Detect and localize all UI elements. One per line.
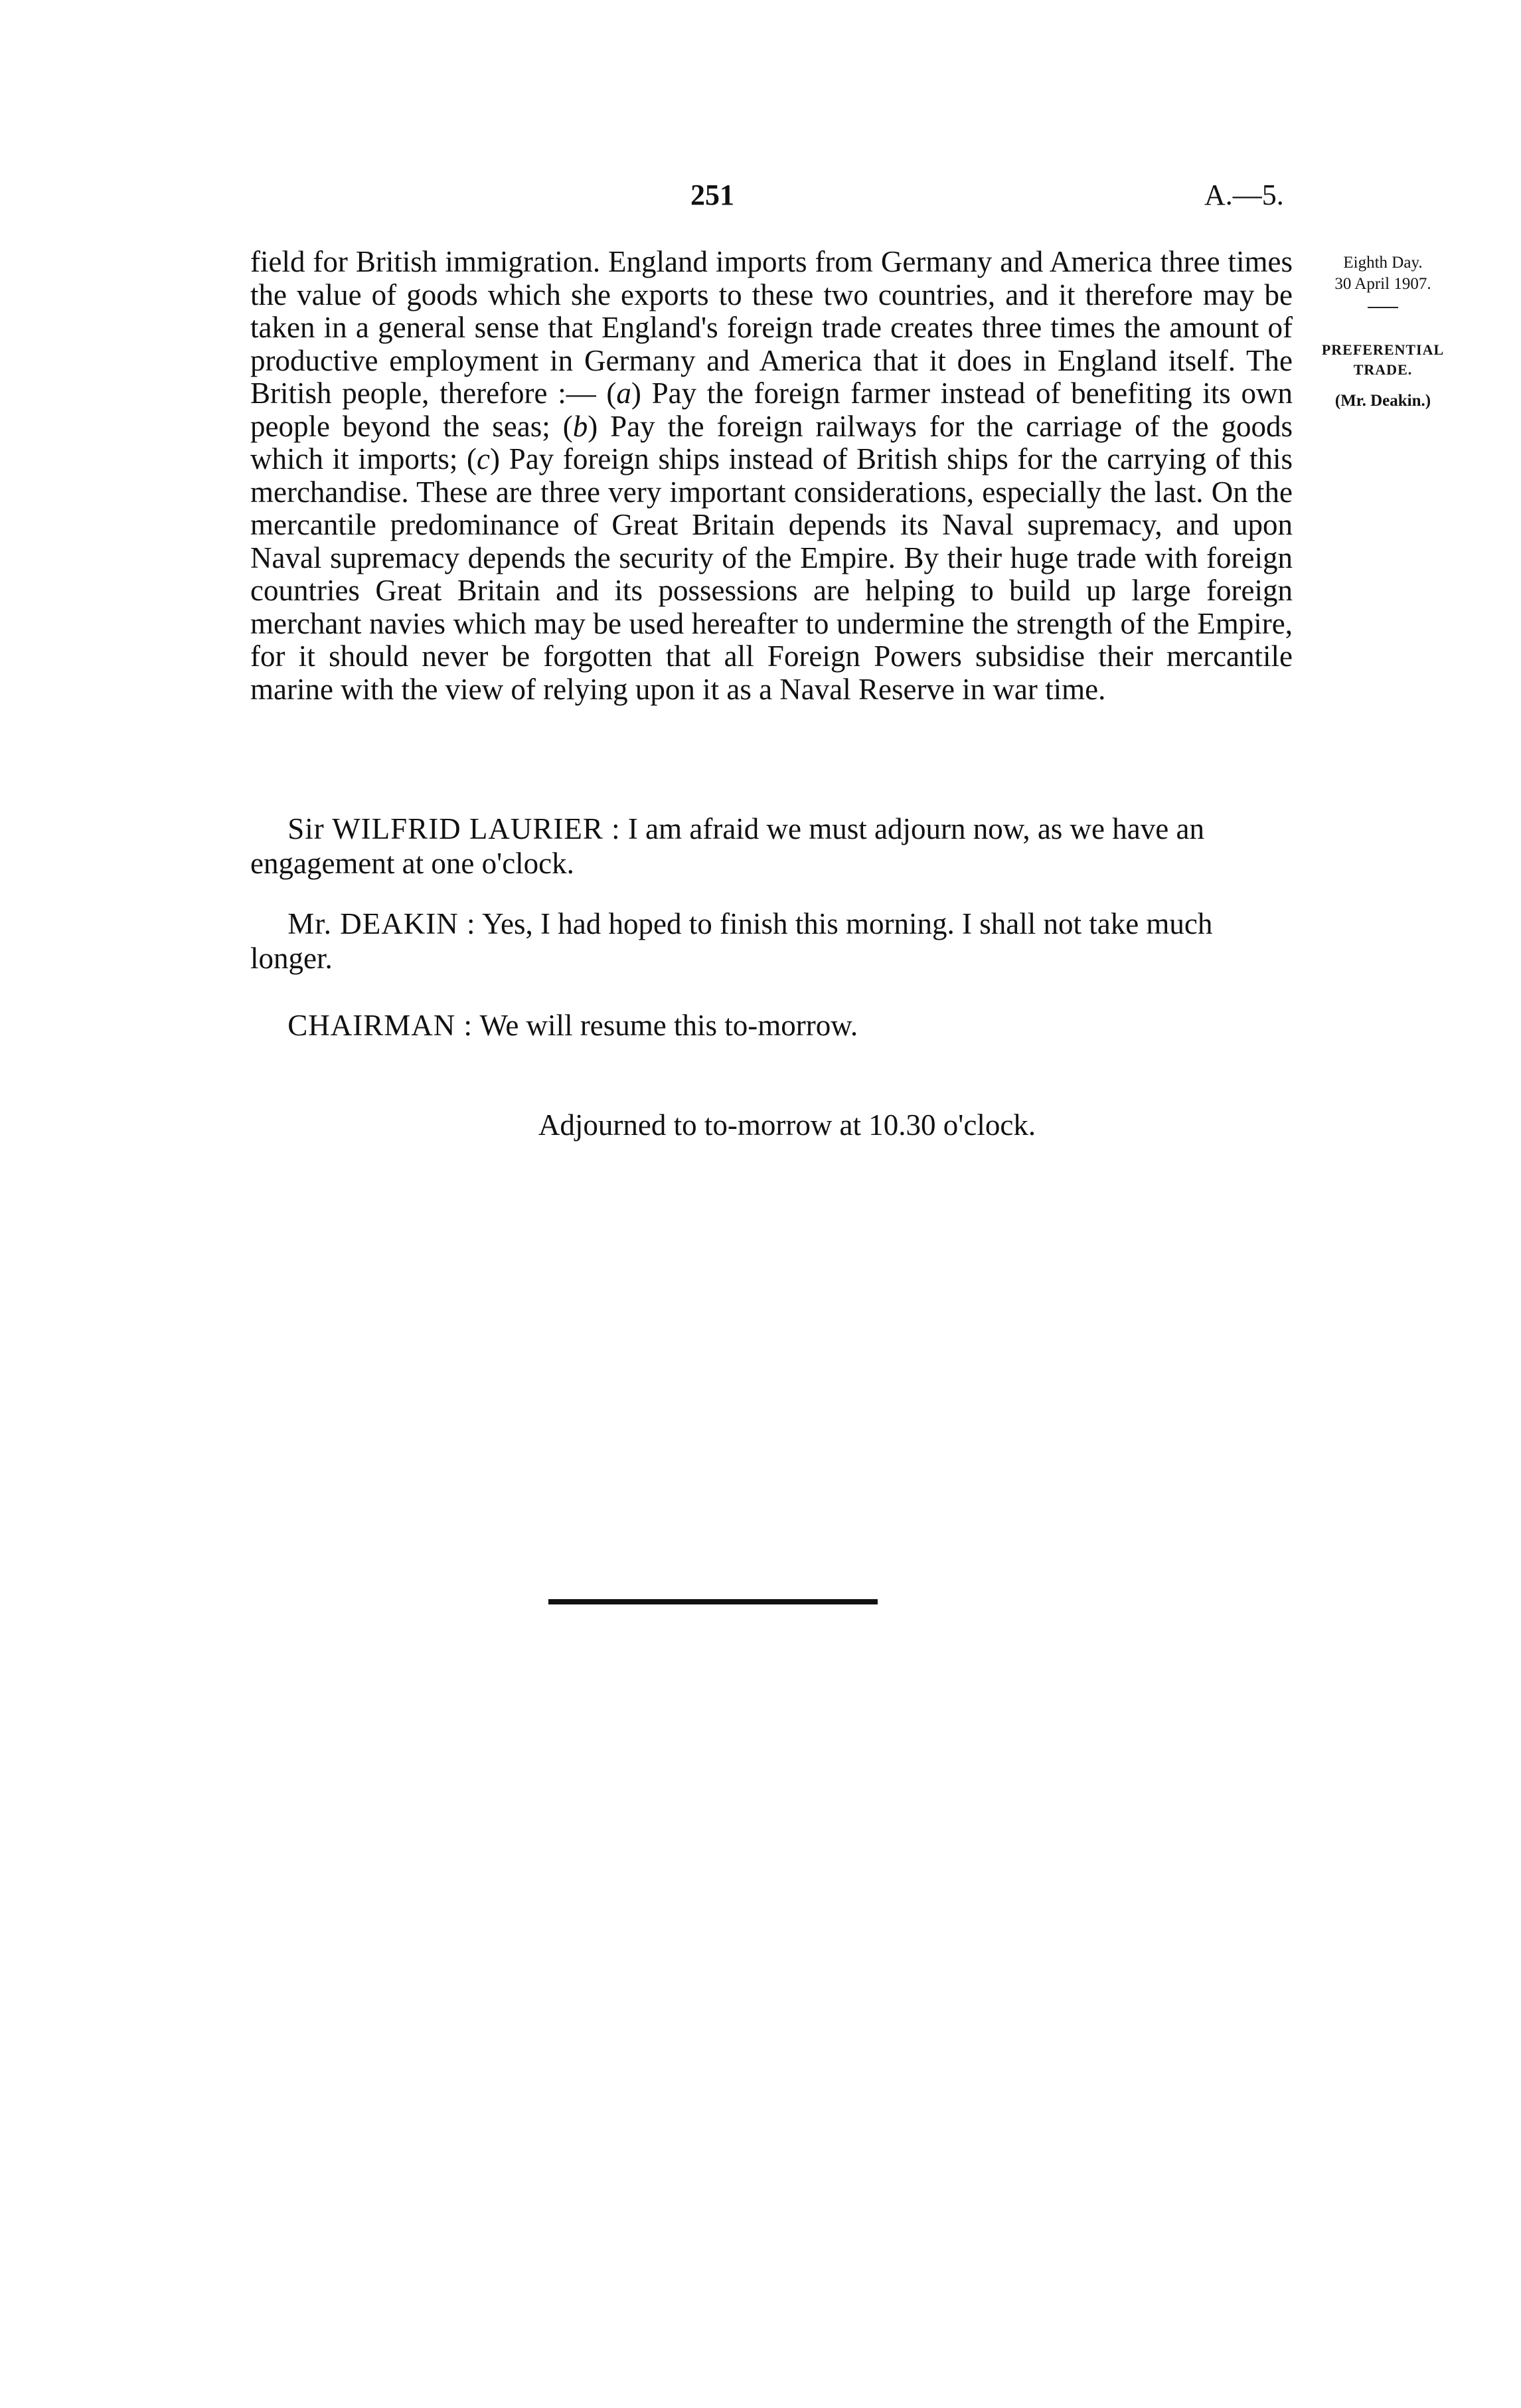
speech-deakin xyxy=(250,906,1293,976)
speech-text-laurier: I am afraid we must adjourn now, as we have an engagement at one o'clock. xyxy=(250,812,1204,880)
list-marker-b: b xyxy=(572,409,588,443)
speaker-deakin: Mr. DEAKIN : xyxy=(287,907,476,940)
list-marker-a: a xyxy=(616,377,631,410)
speech-text-chairman: We will resume this to-morrow. xyxy=(473,1009,858,1042)
end-rule xyxy=(548,1599,878,1604)
speaker-laurier: Sir WILFRID LAURIER : xyxy=(287,812,621,845)
margin-note-topic-line2: TRADE. xyxy=(1353,361,1413,378)
body-text-part-1: field for British immigration. England imports from Germany and America three times the value of goods which she exports to these two countries, and it therefore may be taken in a general sense that England's foreign trade creates three times the amount of productive employment in Germany and America that it does in England itself. The British people, therefore :— ( xyxy=(250,245,1293,410)
margin-note-day: Eighth Day. xyxy=(1343,254,1423,272)
speaker-chairman: CHAIRMAN : xyxy=(287,1009,473,1042)
margin-note-date: 30 April 1907. xyxy=(1334,275,1431,293)
body-text-part-a: ) Pay the foreign farmer instead of benefiting its own people beyond the seas; ( xyxy=(250,377,1293,443)
margin-note-speaker: (Mr. Deakin.) xyxy=(1334,392,1431,410)
adjourned-note: Adjourned to to-morrow at 10.30 o'clock. xyxy=(538,1108,1036,1142)
margin-note-topic-line1: PREFERENTIAL xyxy=(1321,341,1445,358)
speech-chairman xyxy=(250,1008,1293,1043)
page-number: 251 xyxy=(690,179,734,211)
document-code: A.—5. xyxy=(1204,179,1284,211)
body-text-part-b: ) Pay the foreign railways for the carriage of the goods which it imports; ( xyxy=(250,409,1293,475)
margin-note-topic xyxy=(1300,340,1466,380)
margin-note-divider xyxy=(1368,307,1398,308)
speech-text-deakin: Yes, I had hoped to finish this morning. I shall not take much longer. xyxy=(250,907,1213,975)
speech-laurier xyxy=(250,812,1293,881)
body-text-part-c: ) Pay foreign ships instead of British ships for the carrying of this merchandise. These are three very important considerations, especially the last. On the mercantile predominance of Great Britain depends its Naval supremacy, and upon Naval supremacy depends the security of the Empire. By their huge trade with foreign countries Great Britain and its possessions are helping to build up large foreign merchant navies which may be used hereafter to undermine the strength of the Empire, for it should never be forgotten that all Foreign Powers subsidise their mercantile marine with the view of relying upon it as a Naval Reserve in war time. xyxy=(250,442,1293,706)
list-marker-c: c xyxy=(477,442,490,475)
body-paragraph xyxy=(250,246,1293,706)
